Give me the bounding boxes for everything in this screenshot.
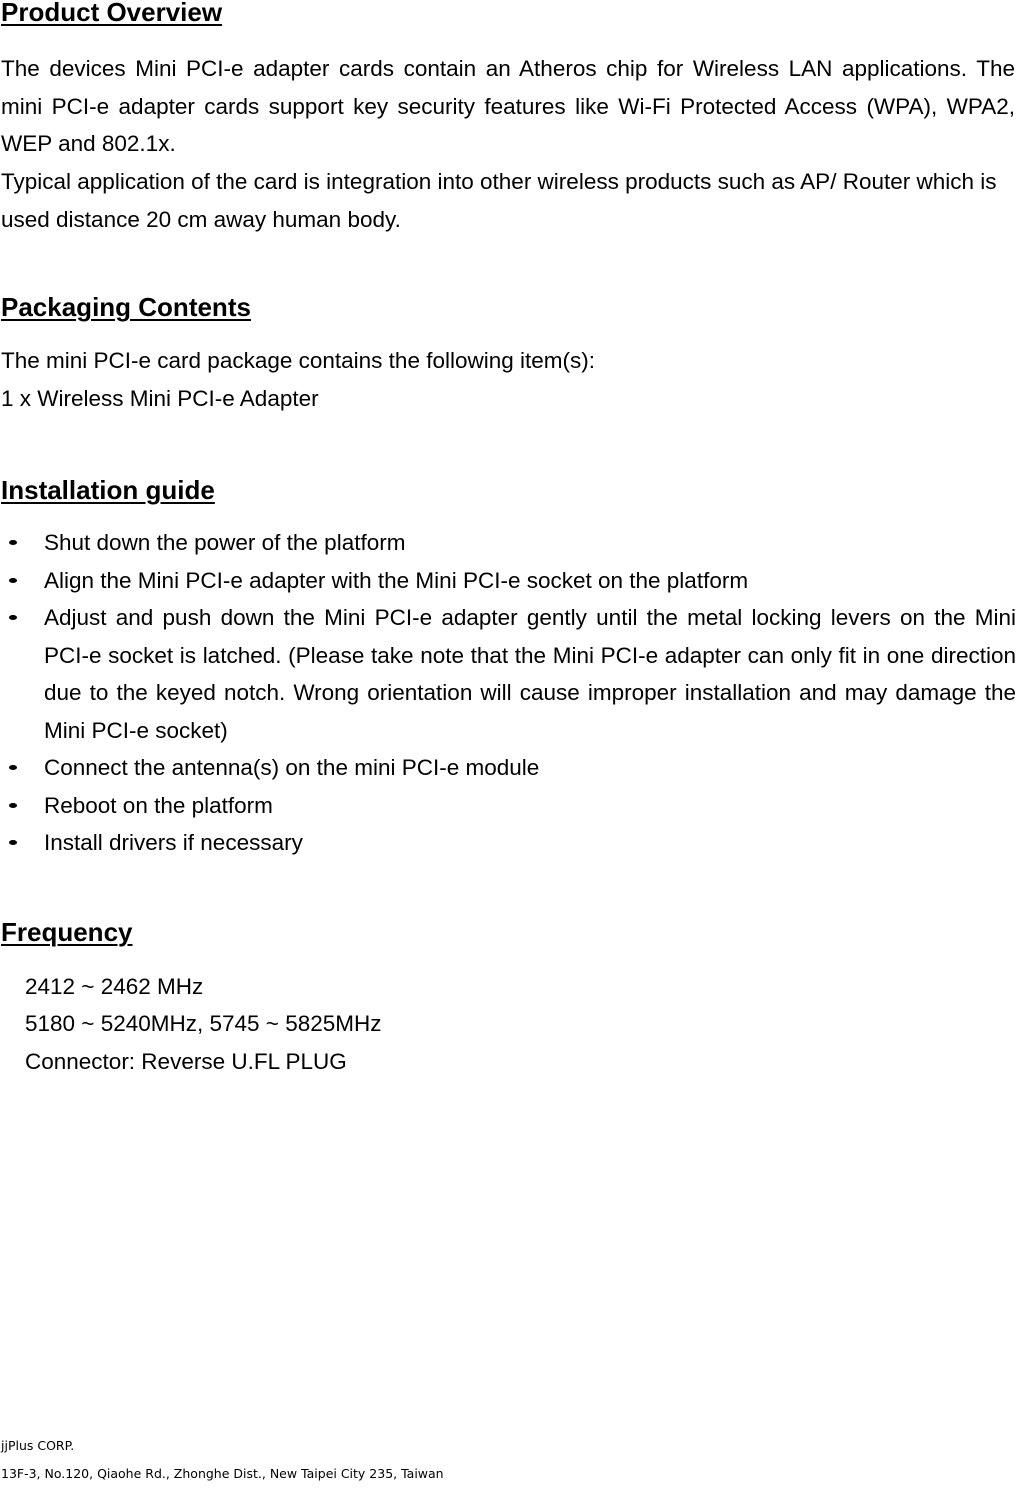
installation-step-text: Install drivers if necessary (44, 830, 303, 855)
installation-step (0, 524, 1016, 562)
installation-step-text: Reboot on the platform (44, 792, 273, 818)
bullet-icon (9, 578, 17, 583)
frequency-heading: Frequency (1, 917, 133, 947)
package-item-text: 1 x Wireless Mini PCI-e Adapter (1, 386, 319, 411)
package-contains-text: The mini PCI-e card package contains the following item(s): (1, 348, 596, 373)
bullet-icon (9, 540, 17, 545)
installation-step (0, 562, 1016, 600)
bullet-icon (9, 765, 17, 770)
product-overview-paragraph: The devices Mini PCI-e adapter cards contain an Atheros chip for Wireless LAN applications. The mini PCI-e adapter cards support key security features like Wi-Fi Protected Access (WPA), WPA2, WEP and 802.1x. (1, 56, 1015, 156)
installation-step-text: Adjust and push down the Mini PCI-e adapter gently until the metal locking levers on the Mini PCI-e socket is latched. (Please take note that the Mini PCI-e adapter can only fit in one direction due to the keyed notch. Wrong orientation will cause improper installation and may damage the Mini PCI-e socket) (44, 605, 1016, 743)
installation-step-text: Align the Mini PCI-e adapter with the Mini PCI-e socket on the platform (44, 567, 749, 593)
installation-guide-heading: Installation guide (1, 475, 215, 505)
bullet-icon (9, 803, 17, 808)
bullet-icon (9, 840, 17, 845)
installation-step-text: Shut down the power of the platform (44, 530, 406, 555)
installation-step (0, 749, 1016, 787)
typical-application-paragraph: Typical application of the card is integration into other wireless products such as AP/ Router which is used distance 20 cm away human body. (1, 169, 997, 232)
bullet-icon (9, 615, 17, 620)
installation-step (0, 824, 1016, 862)
product-overview-heading: Product Overview (1, 0, 223, 27)
footer-address: 13F-3, No.120, Qiaohe Rd., Zhonghe Dist., New Taipei City 235, Taiwan (1, 1466, 444, 1481)
packaging-contents-heading: Packaging Contents (1, 292, 251, 322)
connector-type: Connector: Reverse U.FL PLUG (25, 1049, 347, 1074)
installation-step-text: Connect the antenna(s) on the mini PCI-e module (44, 755, 540, 780)
frequency-5ghz: 5180 ~ 5240MHz, 5745 ~ 5825MHz (25, 1011, 382, 1036)
installation-steps-list (0, 524, 1016, 862)
installation-step (0, 599, 1016, 749)
installation-step (0, 787, 1016, 825)
frequency-2-4ghz: 2412 ~ 2462 MHz (25, 974, 204, 999)
footer-company: jjPlus CORP. (1, 1438, 75, 1453)
